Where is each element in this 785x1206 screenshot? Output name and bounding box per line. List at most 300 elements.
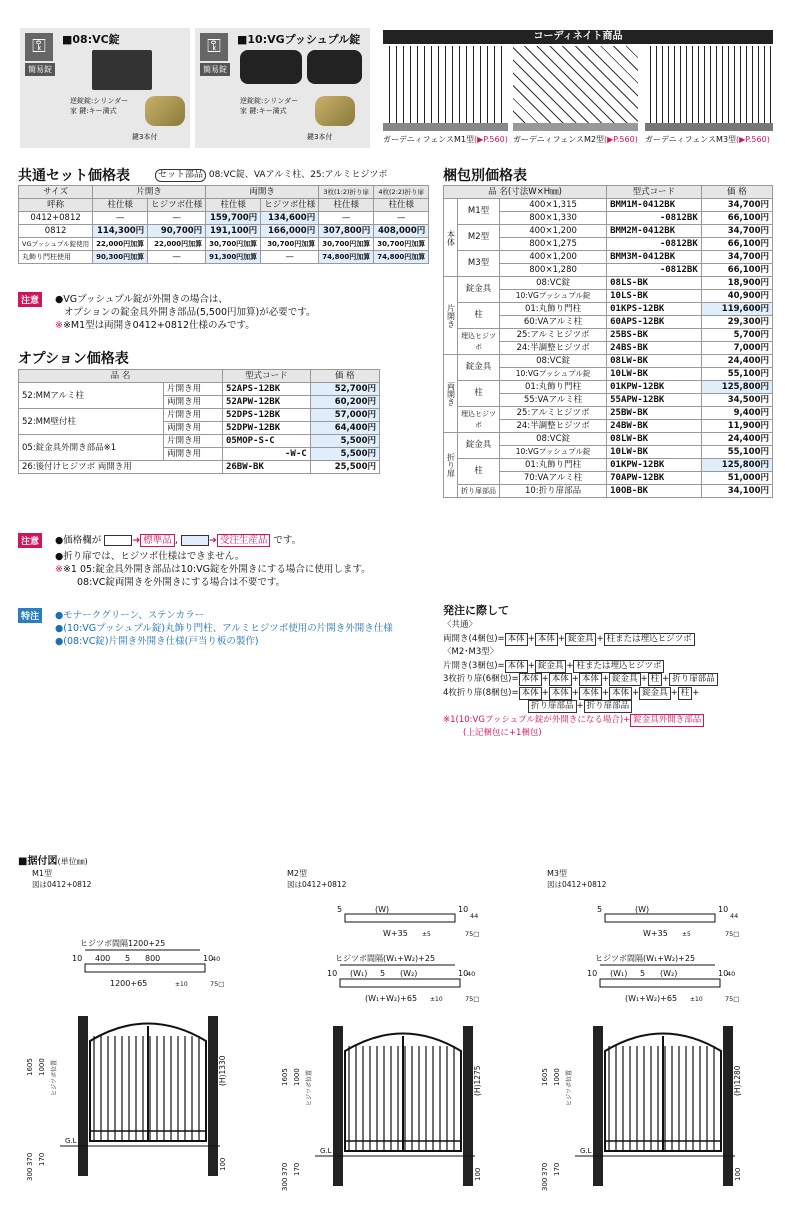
model-size: 図は0412+0812 [547,880,607,889]
coordinate-caption-m2: ガーデニィフェンスM2型(▶P.560) [513,135,638,144]
table-cell: 両開き用 [164,448,223,461]
lock-panel-vg [195,28,370,148]
coordinate-caption-m3: ガーデニィフェンスM3型(▶P.560) [645,135,770,144]
table-cell: 400×1,315 [500,199,607,212]
special-label: 特注 [18,608,42,623]
dim-label: 10 [72,954,83,963]
table-row [19,238,429,251]
height-label: (H)1330 [218,1055,227,1086]
table-header: 柱仕様 [206,199,261,212]
drawing-mark [340,979,460,987]
table-cell: 01KPS-12BK [607,303,702,316]
note2-legend: ●価格欄が ➜ 標準品 , ➜ 受注生産品 です。 [55,535,302,546]
top-total: W+35 [643,929,668,938]
table-cell: 10:VGプッシュプル錠 [500,446,607,459]
table-cell: 10LW-BK [607,368,702,381]
table-row [444,277,773,290]
height-label: (H)1280 [733,1065,742,1096]
dim-label: (W₂) [660,969,678,978]
hinge-span: ヒジツボ間隔(W₁+W₂)+25 [335,954,436,963]
table-cell: 34,700円 [701,251,772,264]
table-header: 4枚(2:2)折り扉 [374,186,429,199]
post [208,1016,218,1176]
vertical-dim: 100 [219,1157,227,1171]
post [723,1026,733,1186]
tolerance: ±10 [430,996,443,1003]
note1-line3: ※※M1型は両開き0412+0812仕様のみです。 [55,320,255,331]
table-cell: 01:丸飾り門柱 [500,303,607,316]
table-cell: 9,400円 [701,407,772,420]
note2-line3: 08:VC錠両開きを外開きにする場合は不要です。 [77,577,286,588]
vertical-dim: 370 [26,1152,34,1166]
table-row [444,303,773,316]
common-price-title: 共通セット価格表 [18,168,130,184]
table-cell: 119,600円 [701,303,772,316]
dim-44: 44 [730,912,739,920]
hinge-span: ヒジツボ間隔1200+25 [80,939,166,948]
note-label: 注意 [18,533,42,548]
dim-40: 40 [727,970,736,978]
table-cell: 134,600円 [261,212,319,225]
dim-label: 400 [95,954,111,963]
table-cell: 159,700円 [206,212,261,225]
table-cell: 52DPS-12BK [222,409,310,422]
hinge-pos-label: ヒジツボ位置 [306,1069,313,1106]
table-header: 柱仕様 [93,199,148,212]
table-row [444,407,773,420]
table-row [19,383,380,396]
note1-line2: オプションの錠金具外開き部品(5,500円加算)が必要です。 [64,307,316,318]
post [593,1026,603,1186]
table-cell: -0812BK [607,264,702,277]
table-row [19,251,429,264]
table-header: 柱仕様 [374,199,429,212]
table-cell: 24BW-BK [607,420,702,433]
sub-label: 埋込ヒジツボ [458,407,500,433]
table-cell: 125,800円 [701,381,772,394]
keys-image [315,96,355,126]
post-size: 75□ [725,995,740,1003]
ground-label: G.L [65,1137,77,1145]
install-drawings [0,866,785,1204]
table-cell: 01KPW-12BK [607,381,702,394]
drawing-mark [85,964,205,972]
order-block [443,619,778,741]
table-row [19,461,380,474]
top-total: W+35 [383,929,408,938]
table-cell: -W-C [222,448,310,461]
special-line3: ●(08:VC錠)片開き外開き仕様(戸当り板の製作) [55,636,259,647]
model-name: M1型 [32,869,52,878]
table-cell: 22,000円加算 [93,238,148,251]
table-cell: 66,100円 [701,238,772,251]
lock-spec1: 逆錠錠:シリンダー [240,97,299,105]
vertical-dim: 100 [474,1167,482,1181]
keys-image [145,96,185,126]
table-cell: 01KPW-12BK [607,459,702,472]
table-cell: 24,400円 [701,355,772,368]
lock-keys: 鍵3本付 [132,133,158,141]
ground-label: G.L [320,1147,332,1155]
tolerance: ±10 [175,981,188,988]
table-cell: 5,500円 [310,448,379,461]
group-label: 折り扉 [444,433,458,498]
table-header: 3枚(1:2)折り扉 [319,186,374,199]
vertical-dim: 170 [38,1152,46,1166]
table-cell: VGプッシュプル錠使用 [19,238,93,251]
sub-label: 柱 [458,459,500,485]
table-row [444,251,773,264]
sub-label: 折り扉部品 [458,485,500,498]
table-cell: 55:VAアルミ柱 [500,394,607,407]
vertical-dim: 1605 [281,1068,289,1086]
table-cell: — [319,212,374,225]
table-row [444,329,773,342]
table-row [444,433,773,446]
table-cell: 70:VAアルミ柱 [500,472,607,485]
table-cell: 18,900円 [701,277,772,290]
table-cell: 05MOP-S-C [222,435,310,448]
top-width: (W) [375,905,390,914]
table-cell: 両開き用 [164,422,223,435]
table-cell: 55,100円 [701,446,772,459]
dim-44: 44 [470,912,479,920]
table-cell: 25BW-BK [607,407,702,420]
model-name: M2型 [287,869,307,878]
table-cell: 34,700円 [701,225,772,238]
table-header: 両開き [206,186,319,199]
table-cell: 29,300円 [701,316,772,329]
table-cell: 400×1,200 [500,225,607,238]
option-price-title: オプション価格表 [18,351,129,367]
table-cell: 5,700円 [701,329,772,342]
dim-label: 10 [718,969,729,978]
dim-label: (W₁) [610,969,628,978]
dim-label: 10 [587,969,598,978]
lock-spec2: 家 鍵:キー満式 [240,107,287,115]
table-cell: 52:MM壁付柱 [19,409,164,435]
hinge-pos-label: ヒジツボ位置 [566,1069,573,1106]
table-cell: 34,700円 [701,199,772,212]
table-cell: 24,400円 [701,433,772,446]
table-cell: 5,500円 [310,435,379,448]
dim-label: (W₁) [350,969,368,978]
table-row [19,435,380,448]
package-price-table [443,185,773,498]
note2-line1: ●折り扉では、ヒジツボ仕様はできません。 [55,551,245,562]
table-cell: 22,000円加算 [148,238,206,251]
set-badge: セット部品 [155,169,206,182]
order-double: 両開き(4梱包)= 本体 + 本体 + 錠金具 + 柱または埋込ヒジツボ [443,633,778,647]
model-size: 図は0412+0812 [32,880,92,889]
table-row [444,459,773,472]
order-title: 発注に際して [443,604,509,617]
table-cell: 25,500円 [310,461,379,474]
total-width: 1200+65 [110,979,148,988]
tolerance: ±5 [422,931,431,938]
table-cell: 25:アルミヒジツボ [500,407,607,420]
total-width: (W₁+W₂)+65 [625,994,678,1003]
special-line1: ●モナークグリーン、ステンカラー [55,610,205,621]
group-label: 両開き [444,355,458,433]
dim-10: 10 [718,905,729,914]
table-cell: 91,300円加算 [206,251,261,264]
note2-line2: ※※1 05:錠金具外開き部品は10:VG錠を外開きにする場合に使用します。 [55,564,371,575]
table-cell: 08:VC錠 [500,277,607,290]
table-cell: 74,800円加算 [319,251,374,264]
set-desc: 08:VC錠、VAアルミ柱、25:アルミヒジツボ [208,170,388,180]
standard-label: 標準品 [140,534,175,547]
sub-label: 錠金具 [458,433,500,459]
key-icon: ⚿ [25,33,53,61]
install-title: ■据付図(単位㎜) [18,856,88,867]
table-cell: 10:VGプッシュプル錠 [500,290,607,303]
standard-swatch [104,535,132,546]
post [333,1026,343,1186]
table-cell: 40,900円 [701,290,772,303]
table-cell: 800×1,280 [500,264,607,277]
vertical-dim: 1605 [26,1058,34,1076]
dim-10: 10 [458,905,469,914]
table-cell: BMM2M-0412BK [607,225,702,238]
sub-label: 柱 [458,381,500,407]
table-cell: 30,700円加算 [374,238,429,251]
tolerance: ±5 [682,931,691,938]
table-cell: 55APW-12BK [607,394,702,407]
group-label: 片開き [444,277,458,355]
table-cell: 74,800円加算 [374,251,429,264]
table-cell: 52:MMアルミ柱 [19,383,164,409]
hinge-span: ヒジツボ間隔(W₁+W₂)+25 [595,954,696,963]
table-cell: 10LS-BK [607,290,702,303]
tolerance: ±10 [690,996,703,1003]
dim-5: 5 [337,905,343,914]
key-icon: ⚿ [200,33,228,61]
vertical-dim: 370 [281,1162,289,1176]
table-cell: -0812BK [607,212,702,225]
dim-label: 5 [640,969,646,978]
table-cell: 800×1,330 [500,212,607,225]
table-cell: 01:丸飾り門柱 [500,459,607,472]
vertical-dim: 170 [293,1162,301,1176]
sub-label: 錠金具 [458,277,500,303]
lock-image [307,50,362,84]
table-cell: 408,000円 [374,225,429,238]
table-cell: 26:後付けヒジツボ 両開き用 [19,461,223,474]
drawing-mark [600,979,720,987]
order-fold4: 4枚折り扉(8梱包)= 本体 + 本体 + 本体 + 本体 + 錠金具 + 柱 + [443,687,700,698]
table-cell: 10LW-BK [607,446,702,459]
dim-label: 5 [380,969,386,978]
table-cell: 66,100円 [701,212,772,225]
lock-keys: 鍵3本付 [307,133,333,141]
table-cell: 114,300円 [93,225,148,238]
table-cell: 60,200円 [310,396,379,409]
vertical-dim: 300 [541,1177,549,1191]
table-cell: 10OB-BK [607,485,702,498]
table-cell: 400×1,200 [500,251,607,264]
vertical-dim: 300 [26,1167,34,1181]
post-size: 75□ [465,995,480,1003]
table-cell: 08:VC錠 [500,433,607,446]
common-price-table [18,185,429,264]
table-cell: 800×1,275 [500,238,607,251]
order-fold4b: 折り扉部品 + 折り扉部品 [443,700,778,714]
lock-title: ■10:VGプッシュプル錠 [237,33,361,46]
table-row [19,212,429,225]
table-cell: 08LW-BK [607,355,702,368]
vertical-dim: 1000 [553,1068,561,1086]
table-cell: 60APS-12BK [607,316,702,329]
common-desc [155,167,387,182]
table-cell: 66,100円 [701,264,772,277]
top-width: (W) [635,905,650,914]
table-cell: 30,700円加算 [206,238,261,251]
table-row [444,355,773,368]
lock-title: ■08:VC錠 [62,33,120,46]
table-cell: 10:折り扉部品 [500,485,607,498]
table-cell: 26BW-BK [222,461,310,474]
note1-line1: ●VGプッシュプル錠が外開きの場合は、 [55,294,228,305]
table-cell: 64,400円 [310,422,379,435]
table-header: ヒジツボ仕様 [148,199,206,212]
vertical-dim: 1605 [541,1068,549,1086]
dim-label: 5 [125,954,131,963]
order-foot2: (上記梱包に+1梱包) [463,728,542,738]
post [463,1026,473,1186]
table-cell: 191,100円 [206,225,261,238]
table-cell: 55,100円 [701,368,772,381]
dim-label: 10 [458,969,469,978]
table-cell: 08:VC錠 [500,355,607,368]
total-width: (W₁+W₂)+65 [365,994,418,1003]
table-cell: 両開き用 [164,396,223,409]
table-cell: 307,800円 [319,225,374,238]
drawing-mark [605,914,715,922]
sub-label: 埋込ヒジツボ [458,329,500,355]
table-cell: 丸飾り門柱使用 [19,251,93,264]
vertical-dim: 170 [553,1162,561,1176]
table-header: 型式コード [222,370,310,383]
table-cell: 24:半調整ヒジツボ [500,420,607,433]
table-header: 価 格 [701,186,772,199]
post-size: 75□ [465,930,480,938]
vertical-dim: 1000 [38,1058,46,1076]
table-cell: — [148,251,206,264]
table-cell: 25:アルミヒジツボ [500,329,607,342]
table-cell: 57,000円 [310,409,379,422]
dim-label: 10 [327,969,338,978]
dim-label: 800 [145,954,161,963]
table-header: 柱仕様 [319,199,374,212]
table-header: 片開き [93,186,206,199]
table-cell: 片開き用 [164,435,223,448]
order-foot: ※1(10:VGプッシュプル錠が外開きになる場合)+ 錠金具外開き部品 [443,714,778,728]
table-cell: 34,100円 [701,485,772,498]
table-cell: 11,900円 [701,420,772,433]
coordinate-header: コーディネイト商品 [383,30,773,44]
package-price-title: 梱包別価格表 [443,168,527,184]
table-header: 品 名 [19,370,223,383]
option-price-table [18,369,380,474]
table-cell: 51,000円 [701,472,772,485]
table-header: 呼称 [19,199,93,212]
table-cell: 片開き用 [164,383,223,396]
table-header: サイズ [19,186,93,199]
simple-lock-tag: 簡易錠 [25,63,55,76]
table-header: 型式コード [607,186,702,199]
sub-label: M2型 [458,225,500,251]
post-size: 75□ [210,980,225,988]
table-cell: 08LS-BK [607,277,702,290]
table-header: 価 格 [310,370,379,383]
post-size: 75□ [725,930,740,938]
table-cell: 30,700円加算 [261,238,319,251]
note-label: 注意 [18,292,42,307]
table-cell: 166,000円 [261,225,319,238]
order-common: 〈共通〉 [443,620,478,630]
vertical-dim: 1000 [293,1068,301,1086]
table-cell: — [261,251,319,264]
table-cell: — [93,212,148,225]
table-cell: — [374,212,429,225]
dim-5: 5 [597,905,603,914]
sub-label: M1型 [458,199,500,225]
drawing-mark [345,914,455,922]
dim-40: 40 [212,955,221,963]
post [78,1016,88,1176]
fence-photo-m2 [513,46,638,131]
table-cell: 52DPW-12BK [222,422,310,435]
table-cell: 52APW-12BK [222,396,310,409]
table-cell: 90,300円加算 [93,251,148,264]
table-cell: 25BS-BK [607,329,702,342]
fence-photo-m1 [383,46,508,131]
dim-40: 40 [467,970,476,978]
lock-panel-vc [20,28,190,148]
table-cell: 34,500円 [701,394,772,407]
table-cell: 52APS-12BK [222,383,310,396]
table-cell: 70APW-12BK [607,472,702,485]
table-cell: 52,700円 [310,383,379,396]
model-size: 図は0412+0812 [287,880,347,889]
sub-label: M3型 [458,251,500,277]
table-cell: BMM1M-0412BK [607,199,702,212]
table-row [444,199,773,212]
table-cell: -0812BK [607,238,702,251]
coordinate-caption-m1: ガーデニィフェンスM1型(▶P.560) [383,135,508,144]
table-cell: 片開き用 [164,409,223,422]
order-label: 受注生産品 [217,534,271,547]
table-cell: 0412+0812 [19,212,93,225]
group-label: 本体 [444,199,458,277]
table-cell: 30,700円加算 [319,238,374,251]
order-swatch [181,535,209,546]
table-cell: 01:丸飾り門柱 [500,381,607,394]
table-cell: 60:VAアルミ柱 [500,316,607,329]
table-row [19,225,429,238]
fence-photo-m3 [645,46,773,131]
table-cell: — [148,212,206,225]
table-cell: BMM3M-0412BK [607,251,702,264]
table-cell: 125,800円 [701,459,772,472]
table-cell: 10:VGプッシュプル錠 [500,368,607,381]
table-cell: 24:半調整ヒジツボ [500,342,607,355]
table-cell: 05:錠金具外開き部品※1 [19,435,164,461]
order-m2m3: 〈M2･M3型〉 [443,647,499,657]
table-cell: 0812 [19,225,93,238]
dim-label: 10 [203,954,214,963]
